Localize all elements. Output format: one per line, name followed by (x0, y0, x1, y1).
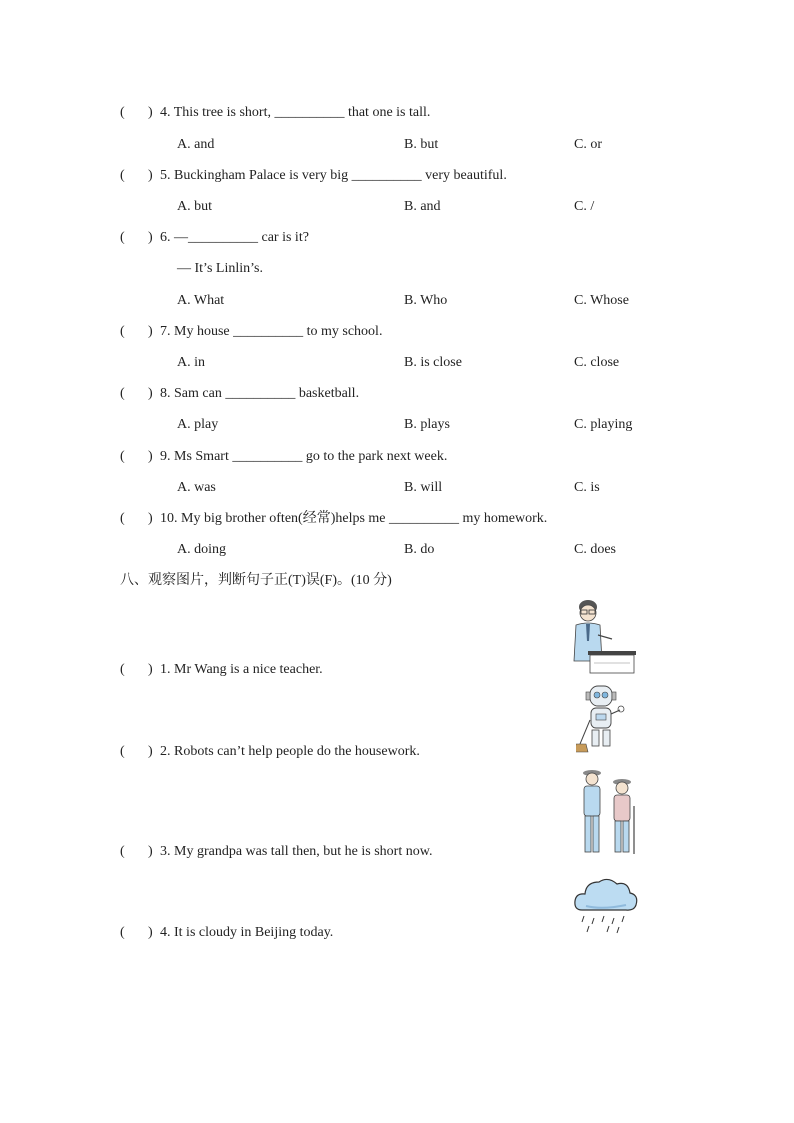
answer-blank-open: ( (120, 324, 125, 339)
option-b: B. will (404, 480, 443, 495)
answer-blank-open: ( (120, 662, 125, 677)
grandpa-icon (576, 766, 638, 858)
answer-blank-open: ( (120, 844, 125, 859)
answer-blank-open: ( (120, 925, 125, 940)
question-stem: 7. My house __________ to my school. (160, 324, 383, 339)
option-a: A. in (177, 355, 205, 370)
answer-blank-open: ( (120, 449, 125, 464)
answer-blank-close: ) (148, 744, 153, 759)
section-heading: 八、观察图片，判断句子正(T)误(F)。(10 分) (120, 573, 392, 588)
option-c: C. does (574, 542, 616, 557)
question-stem: 5. Buckingham Palace is very big __________ very beautiful. (160, 168, 507, 183)
option-c: C. is (574, 480, 600, 495)
answer-blank-open: ( (120, 386, 125, 401)
option-b: B. do (404, 542, 435, 557)
statement: 3. My grandpa was tall then, but he is short now. (160, 844, 433, 859)
option-a: A. but (177, 199, 212, 214)
option-b: B. plays (404, 417, 450, 432)
answer-blank-close: ) (148, 230, 153, 245)
answer-blank-open: ( (120, 744, 125, 759)
answer-blank-close: ) (148, 925, 153, 940)
option-b: B. Who (404, 293, 448, 308)
option-c: C. playing (574, 417, 633, 432)
question-stem: 9. Ms Smart __________ go to the park next week. (160, 449, 448, 464)
option-b: B. and (404, 199, 441, 214)
question-stem-reply: — It’s Linlin’s. (177, 261, 263, 276)
option-c: C. Whose (574, 293, 629, 308)
option-b: B. is close (404, 355, 462, 370)
option-a: A. was (177, 480, 216, 495)
answer-blank-open: ( (120, 230, 125, 245)
answer-blank-close: ) (148, 449, 153, 464)
answer-blank-close: ) (148, 662, 153, 677)
option-c: C. or (574, 137, 602, 152)
option-a: A. doing (177, 542, 226, 557)
answer-blank-close: ) (148, 844, 153, 859)
option-c: C. / (574, 199, 595, 214)
option-b: B. but (404, 137, 439, 152)
answer-blank-open: ( (120, 168, 125, 183)
answer-blank-close: ) (148, 386, 153, 401)
answer-blank-close: ) (148, 105, 153, 120)
question-stem: 4. This tree is short, __________ that one is tall. (160, 105, 431, 120)
answer-blank-open: ( (120, 105, 125, 120)
question-stem: 6. —__________ car is it? (160, 230, 309, 245)
option-a: A. What (177, 293, 225, 308)
answer-blank-close: ) (148, 324, 153, 339)
option-c: C. close (574, 355, 620, 370)
question-stem: 10. My big brother often(经常)helps me __________ my homework. (160, 511, 548, 526)
statement: 2. Robots can’t help people do the housework. (160, 744, 420, 759)
statement: 1. Mr Wang is a nice teacher. (160, 662, 323, 677)
answer-blank-close: ) (148, 511, 153, 526)
answer-blank-close: ) (148, 168, 153, 183)
answer-blank-open: ( (120, 511, 125, 526)
option-a: A. play (177, 417, 219, 432)
question-stem: 8. Sam can __________ basketball. (160, 386, 360, 401)
robot-icon (576, 682, 634, 754)
statement: 4. It is cloudy in Beijing today. (160, 925, 334, 940)
rain-cloud-icon (572, 872, 640, 934)
teacher-icon (568, 595, 638, 675)
option-a: A. and (177, 137, 215, 152)
